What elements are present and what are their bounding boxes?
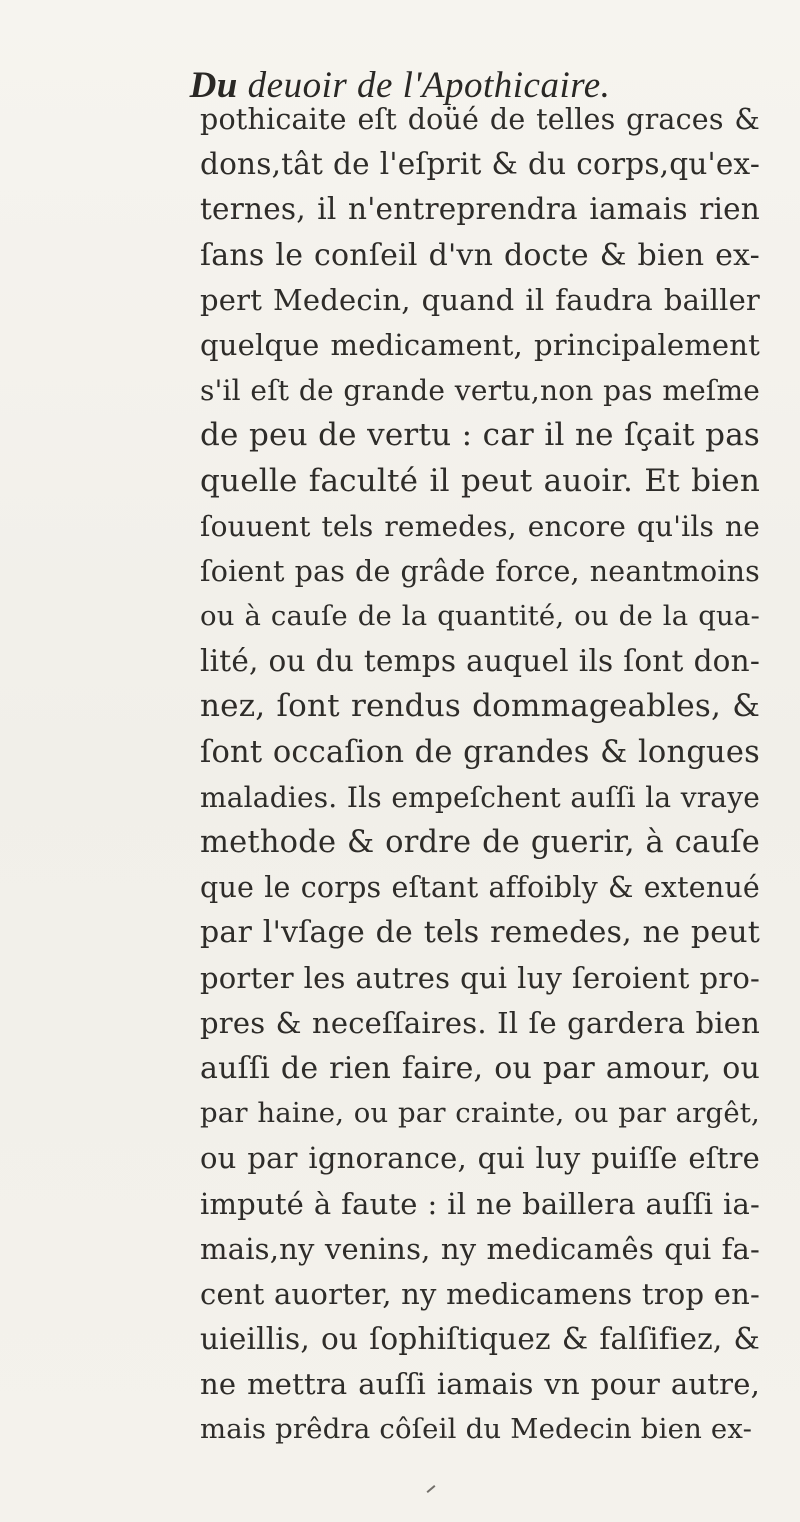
text-line-29: ne mettra auſſi iamais vn pour autre, [200, 1367, 760, 1402]
text-line-18: que le corps eſtant affoibly & extenué [200, 871, 760, 905]
text-line-30: mais prêdra côſeil du Medecin bien ex- [200, 1413, 753, 1446]
text-line-7: s'il eſt de grande vertu,non pas meſme [200, 374, 760, 408]
body-text [200, 97, 760, 1453]
text-line-22: auſſi de rien faire, ou par amour, ou [200, 1050, 760, 1086]
text-line-21: pres & neceſſaires. Il ſe gardera bien [200, 1005, 760, 1040]
text-line-8: de peu de vertu : car il ne ſçait pas [200, 417, 760, 454]
text-line-2: dons,tât de l'eſprit & du corps,qu'ex- [200, 147, 760, 182]
text-line-19: par l'vſage de tels remedes, ne peut [200, 915, 760, 951]
text-line-4: ſans le conſeil d'vn docte & bien ex- [200, 237, 760, 273]
ink-speck [427, 1485, 436, 1493]
running-head-prefix: Du [189, 65, 238, 106]
text-line-23: par haine, ou par crainte, ou par argêt, [200, 1097, 760, 1130]
text-line-10: ſouuent tels remedes, encore qu'ils ne [200, 509, 760, 543]
text-line-5: pert Medecin, quand il faudra bailler [200, 282, 760, 317]
text-line-25: imputé à faute : il ne baillera auſſi ia- [200, 1186, 760, 1221]
text-line-14: nez, ſont rendus dommageables, & [200, 688, 760, 725]
text-line-3: ternes, il n'entreprendra iamais rien [200, 192, 760, 227]
text-line-13: lité, ou du temps auquel ils ſont don- [200, 644, 760, 679]
text-line-12: ou à cauſe de la quantité, ou de la qua- [200, 600, 760, 633]
text-line-28: uieillis, ou ſophiſtiquez & falſifiez, & [200, 1322, 760, 1357]
text-line-20: porter les autres qui luy ſeroient pro- [200, 960, 760, 995]
text-line-11: ſoient pas de grâde force, neantmoins [200, 554, 760, 588]
text-line-6: quelque medicament, principalement [200, 327, 760, 362]
text-line-17: methode & ordre de guerir, à cauſe [200, 825, 760, 860]
text-line-15: ſont occaſion de grandes & longues [200, 734, 760, 770]
text-line-24: ou par ignorance, qui luy puiſſe eſtre [200, 1141, 760, 1176]
text-line-1: pothicaite eſt doüé de telles graces & [200, 103, 760, 136]
text-line-27: cent auorter, ny medicamens trop en- [200, 1276, 760, 1311]
running-head-title: deuoir de l'Apothicaire. [237, 65, 611, 106]
text-line-16: maladies. Ils empeſchent auſſi la vraye [200, 780, 760, 814]
text-line-26: mais,ny venins, ny medicamês qui fa- [200, 1231, 760, 1266]
text-line-9: quelle faculté il peut auoir. Et bien [200, 462, 760, 499]
